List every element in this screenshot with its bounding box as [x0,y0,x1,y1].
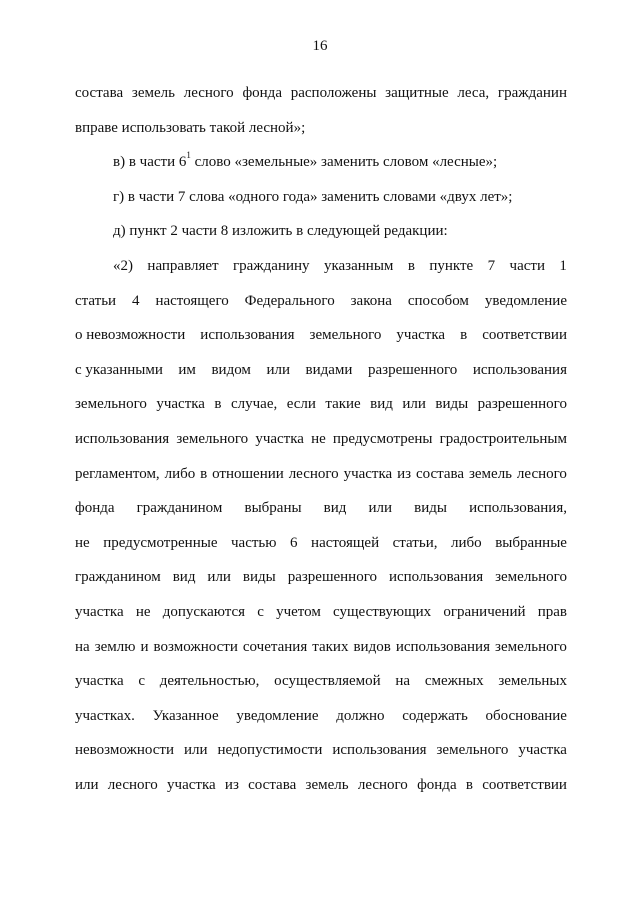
word: участка [156,396,205,413]
word: использования [472,361,567,378]
text-line [75,595,567,630]
word: выбранные [495,534,567,551]
word: участка [75,673,124,690]
word: закона [350,292,392,309]
word: либо [164,465,196,482]
text-line [75,664,567,699]
word: прав [537,603,567,620]
superscript: 1 [186,150,191,161]
word: соответствии [482,327,567,344]
word: гражданином [136,500,223,517]
word: расположены [290,85,377,101]
word: лесного [357,776,408,793]
text-line [75,526,567,561]
word: виды [242,569,276,586]
word: на [395,673,411,690]
text-line [75,249,567,284]
word: Указанное [152,707,219,724]
word: земельного [495,638,567,655]
word: уведомление [484,292,567,309]
word: разрешенного [367,361,458,378]
word: лесного [288,465,339,482]
word: способом [407,292,469,309]
word: ограничений [443,603,526,620]
word: фонда [417,776,457,793]
document-body [75,76,567,802]
text-line [75,457,567,492]
page-number: 16 [312,38,328,54]
word: использования [75,430,170,447]
word: или [402,396,426,413]
word: защитные [385,85,449,101]
word: таких [312,638,349,655]
word: участка [518,742,567,759]
word: 6 [290,534,298,551]
word: лесного [107,776,158,793]
text-line [75,76,567,111]
word: настоящего [155,292,229,309]
text-line [75,318,567,353]
word: допускаются [162,603,246,620]
word: вид [323,500,347,517]
word: содержать [402,707,468,724]
word: либо [451,534,482,551]
word: осуществляемой [274,673,381,690]
text-line: вправе использовать такой лесной»; [75,119,306,136]
word: разрешенного [477,396,567,413]
word: не [135,603,151,620]
word: гражданин [497,85,567,101]
list-item-v-suffix: слово «земельные» заменить словом «лесные»; [190,154,498,171]
text-line [75,387,567,422]
word: использования [200,327,295,344]
word: виды [435,396,469,413]
word: участка [75,603,124,620]
word: или [183,742,208,759]
word: направляет [147,257,219,274]
text-line [75,560,567,595]
word: настоящей [311,534,380,551]
word: земель [468,465,513,482]
word: видами [305,361,353,378]
word: не [75,534,90,551]
word: в [214,396,222,413]
word: такие [325,396,361,413]
word: состава [415,465,465,482]
word: отношении [212,465,284,482]
word: состава [248,776,297,793]
word: не [311,430,326,447]
word: возможности [153,638,238,655]
word: состава [75,85,124,101]
word: в [407,257,415,274]
text-line [75,699,567,734]
word: землю [94,638,136,655]
word: земельного [495,569,567,586]
word: участках. [75,707,135,724]
word: статьи, [392,534,438,551]
word: фонда [242,85,282,101]
word: земельного [75,396,147,413]
text-line [75,353,567,388]
word: в [465,776,473,793]
word: или [75,776,99,793]
word: в [200,465,208,482]
word: земельных [498,673,567,690]
word: гражданину [233,257,310,274]
word: земельного [176,430,249,447]
word: недопустимости [217,742,323,759]
word: земель [305,776,349,793]
word: случае, [230,396,278,413]
word: использования [395,638,490,655]
word: вид [370,396,393,413]
word: им [178,361,196,378]
quoted-paragraph [75,249,567,803]
word: или [266,361,290,378]
word: лесного [516,465,567,482]
word: уведомление [236,707,319,724]
word: использования [332,742,427,759]
text-line [75,768,567,803]
word: если [286,396,316,413]
word: 7 [487,257,496,274]
word: земель [131,85,175,101]
word: участка [343,465,393,482]
list-item-v [75,145,567,180]
word: видом [211,361,251,378]
list-item-v-prefix: в) в части 6 [113,154,187,171]
word: учетом [276,603,321,620]
word: лесного [183,85,234,101]
word: смежных [424,673,484,690]
word: регламентом, [75,465,160,482]
word: на [75,638,90,655]
word: градостроительным [439,430,567,447]
word: деятельностью, [159,673,260,690]
word: участка [255,430,304,447]
word: разрешенного [287,569,377,586]
text-line [75,733,567,768]
word: Федерального [244,292,335,309]
word: видов [353,638,391,655]
word: и [140,638,149,655]
word: обоснование [485,707,567,724]
word: или [207,569,231,586]
word: использования, [469,500,567,517]
word: или [368,500,393,517]
text-line [75,284,567,319]
word: земельного [436,742,509,759]
text-line [75,630,567,665]
word: предусмотрены [332,430,433,447]
word: выбраны [244,500,302,517]
word: участка [396,327,446,344]
word: указанным [323,257,394,274]
list-item-d: д) пункт 2 части 8 изложить в следующей редакции: [113,223,448,240]
word: должно [336,707,385,724]
text-line [75,491,567,526]
word: «2) [113,257,133,274]
word: из [397,465,412,482]
word: виды [414,500,447,517]
word: гражданином [75,569,161,586]
word: фонда [75,500,115,517]
word: вид [172,569,196,586]
word: существующих [333,603,432,620]
word: с указанными [75,361,163,378]
word: из [224,776,239,793]
word: с [257,603,264,620]
word: невозможности [75,742,175,759]
word: леса, [457,85,490,101]
word: частью [231,534,277,551]
word: статьи [75,292,117,309]
word: 1 [559,257,567,274]
word: соответствии [482,776,567,793]
word: предусмотренные [103,534,218,551]
word: сочетания [242,638,308,655]
word: использования [388,569,484,586]
text-line [75,422,567,457]
word: 4 [132,292,140,309]
list-item-g: г) в части 7 слова «одного года» заменить словами «двух лет»; [113,188,513,205]
word: участка [167,776,216,793]
word: части [509,257,545,274]
word: о невозможности [75,327,186,344]
word: земельного [309,327,382,344]
word: пункте [429,257,474,274]
word: с [138,673,146,690]
word: в [460,327,468,344]
